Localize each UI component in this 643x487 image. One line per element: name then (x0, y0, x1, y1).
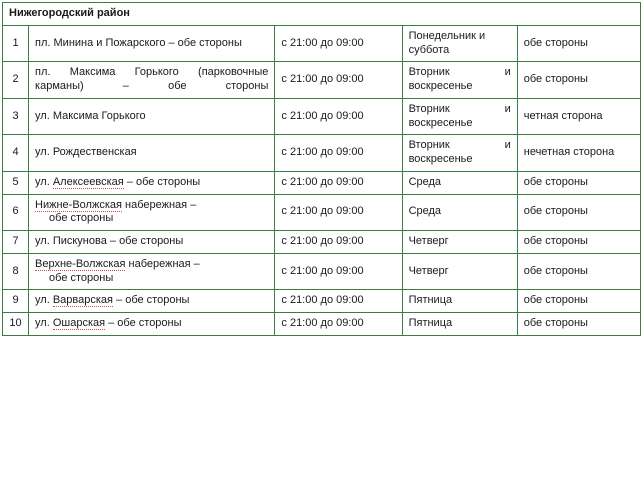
row-sides: обе стороны (517, 62, 640, 99)
street-cleaning-table (2, 2, 641, 336)
row-sides: обе стороны (517, 25, 640, 62)
row-number: 4 (3, 135, 29, 172)
row-sides: обе стороны (517, 290, 640, 313)
row-number: 8 (3, 253, 29, 290)
table-section-header-row (3, 3, 641, 26)
row-number: 6 (3, 194, 29, 231)
row-street: ул. Максима Горького (29, 98, 275, 135)
row-number: 1 (3, 25, 29, 62)
row-street: Верхне-Волжская набережная – обе стороны (29, 253, 275, 290)
row-street: ул. Ошарская – обе стороны (29, 313, 275, 336)
row-days: Среда (402, 194, 517, 231)
row-street: ул. Рождественская (29, 135, 275, 172)
row-days: Вторник и воскресенье (402, 98, 517, 135)
row-sides: четная сторона (517, 98, 640, 135)
table-row (3, 253, 641, 290)
table-row (3, 135, 641, 172)
row-street: ул. Пискунова – обе стороны (29, 231, 275, 254)
row-street: пл. Максима Горького (парковочные карманы) – обе стороны (29, 62, 275, 99)
row-street: пл. Минина и Пожарского – обе стороны (29, 25, 275, 62)
row-sides: обе стороны (517, 171, 640, 194)
row-sides: обе стороны (517, 231, 640, 254)
row-days: Пятница (402, 313, 517, 336)
row-sides: обе стороны (517, 313, 640, 336)
spellcheck-word: Нижне-Волжская (35, 198, 122, 211)
table-row (3, 290, 641, 313)
table-row (3, 313, 641, 336)
row-days: Понедельник и суббота (402, 25, 517, 62)
row-time: с 21:00 до 09:00 (275, 135, 402, 172)
row-time: с 21:00 до 09:00 (275, 62, 402, 99)
row-number: 5 (3, 171, 29, 194)
table-row (3, 231, 641, 254)
row-time: с 21:00 до 09:00 (275, 25, 402, 62)
row-time: с 21:00 до 09:00 (275, 290, 402, 313)
row-number: 3 (3, 98, 29, 135)
row-time: с 21:00 до 09:00 (275, 313, 402, 336)
row-number: 2 (3, 62, 29, 99)
row-days: Среда (402, 171, 517, 194)
row-days: Вторник и воскресенье (402, 62, 517, 99)
spellcheck-word: Ошарская (52, 317, 106, 329)
row-sides: нечетная сторона (517, 135, 640, 172)
row-time: с 21:00 до 09:00 (275, 194, 402, 231)
row-street: ул. Алексеевская – обе стороны (29, 171, 275, 194)
row-time: с 21:00 до 09:00 (275, 253, 402, 290)
row-time: с 21:00 до 09:00 (275, 171, 402, 194)
table-row (3, 62, 641, 99)
row-days: Четверг (402, 231, 517, 254)
row-street: ул. Варварская – обе стороны (29, 290, 275, 313)
row-sides: обе стороны (517, 253, 640, 290)
row-days: Пятница (402, 290, 517, 313)
row-days: Вторник и воскресенье (402, 135, 517, 172)
row-street: Нижне-Волжская набережная – обе стороны (29, 194, 275, 231)
row-time: с 21:00 до 09:00 (275, 98, 402, 135)
row-number: 7 (3, 231, 29, 254)
row-days: Четверг (402, 253, 517, 290)
table-row (3, 98, 641, 135)
table-row (3, 194, 641, 231)
document-sheet (0, 2, 643, 487)
table-row (3, 25, 641, 62)
row-number: 10 (3, 313, 29, 336)
row-time: с 21:00 до 09:00 (275, 231, 402, 254)
spellcheck-word: Верхне-Волжская (35, 257, 126, 270)
spellcheck-word: Алексеевская (52, 175, 124, 188)
row-number: 9 (3, 290, 29, 313)
spellcheck-word: Варварская (52, 294, 113, 307)
section-title: Нижегородский район (3, 3, 641, 26)
table-row (3, 171, 641, 194)
row-sides: обе стороны (517, 194, 640, 231)
